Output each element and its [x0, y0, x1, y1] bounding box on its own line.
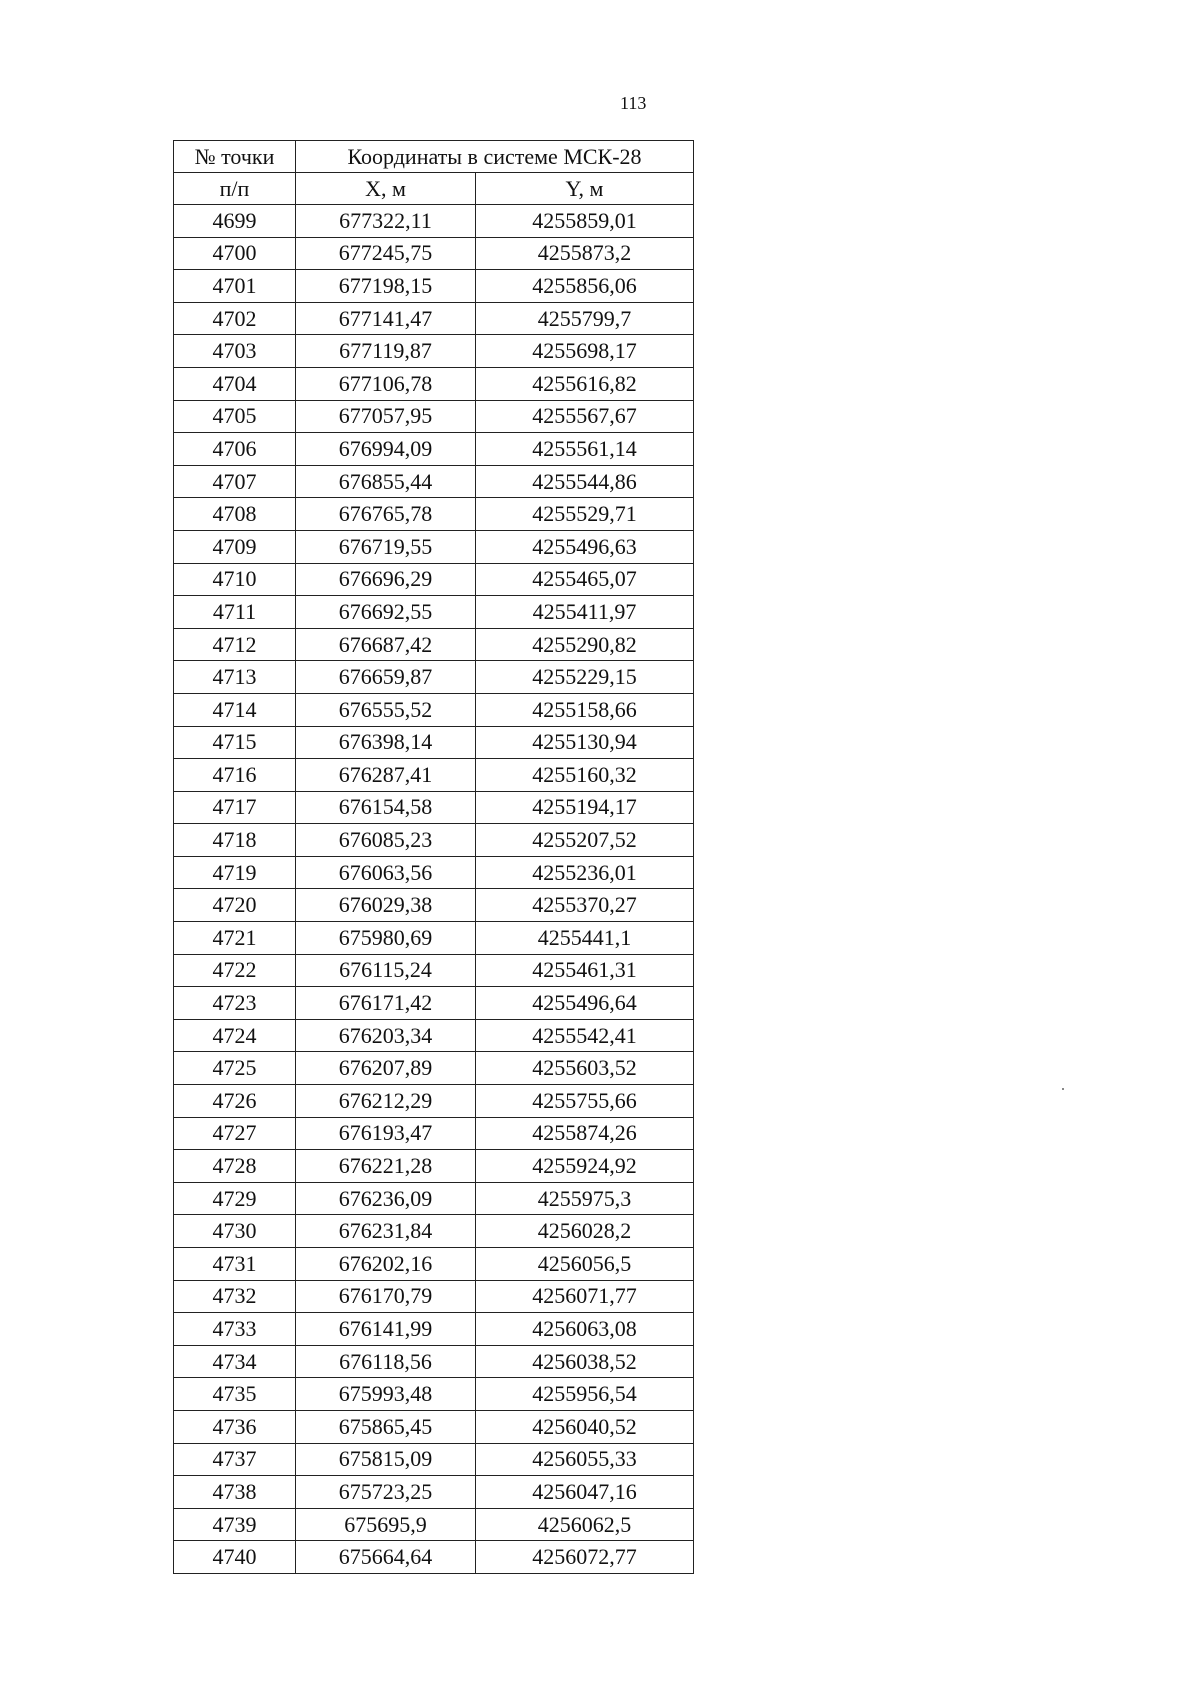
table-row — [174, 1280, 694, 1313]
table-row — [174, 1150, 694, 1183]
y-coordinate-cell: 4255859,01 — [476, 205, 694, 238]
x-coordinate-cell: 677119,87 — [296, 335, 476, 368]
y-coordinate-cell: 4255290,82 — [476, 628, 694, 661]
x-coordinate-cell: 676231,84 — [296, 1215, 476, 1248]
point-number-cell: 4725 — [174, 1052, 296, 1085]
x-coordinate-cell: 677245,75 — [296, 237, 476, 270]
table-row — [174, 1443, 694, 1476]
point-number-cell: 4724 — [174, 1019, 296, 1052]
point-number-cell: 4706 — [174, 433, 296, 466]
x-coordinate-cell: 676118,56 — [296, 1345, 476, 1378]
header-coordinates-title: Координаты в системе МСК-28 — [296, 141, 694, 173]
point-number-cell: 4716 — [174, 759, 296, 792]
y-coordinate-cell: 4255561,14 — [476, 433, 694, 466]
x-coordinate-cell: 676203,34 — [296, 1019, 476, 1052]
table-row — [174, 1541, 694, 1574]
y-coordinate-cell: 4255874,26 — [476, 1117, 694, 1150]
point-number-cell: 4729 — [174, 1182, 296, 1215]
header-point-subnumber: п/п — [174, 173, 296, 205]
table-row — [174, 889, 694, 922]
table-row — [174, 1117, 694, 1150]
y-coordinate-cell: 4255194,17 — [476, 791, 694, 824]
point-number-cell: 4700 — [174, 237, 296, 270]
y-coordinate-cell: 4255616,82 — [476, 367, 694, 400]
y-coordinate-cell: 4255461,31 — [476, 954, 694, 987]
table-row — [174, 1345, 694, 1378]
table-row — [174, 205, 694, 238]
point-number-cell: 4712 — [174, 628, 296, 661]
x-coordinate-cell: 675815,09 — [296, 1443, 476, 1476]
y-coordinate-cell: 4255496,63 — [476, 530, 694, 563]
point-number-cell: 4715 — [174, 726, 296, 759]
point-number-cell: 4730 — [174, 1215, 296, 1248]
y-coordinate-cell: 4255603,52 — [476, 1052, 694, 1085]
x-coordinate-cell: 676696,29 — [296, 563, 476, 596]
y-coordinate-cell: 4255698,17 — [476, 335, 694, 368]
x-coordinate-cell: 676063,56 — [296, 856, 476, 889]
y-coordinate-cell: 4255975,3 — [476, 1182, 694, 1215]
x-coordinate-cell: 676994,09 — [296, 433, 476, 466]
x-coordinate-cell: 676193,47 — [296, 1117, 476, 1150]
point-number-cell: 4713 — [174, 661, 296, 694]
point-number-cell: 4707 — [174, 465, 296, 498]
table-row — [174, 465, 694, 498]
point-number-cell: 4726 — [174, 1085, 296, 1118]
y-coordinate-cell: 4256047,16 — [476, 1476, 694, 1509]
point-number-cell: 4714 — [174, 693, 296, 726]
table-row — [174, 433, 694, 466]
scan-artifact-dot — [1062, 1088, 1064, 1090]
table-row — [174, 856, 694, 889]
point-number-cell: 4699 — [174, 205, 296, 238]
point-number-cell: 4704 — [174, 367, 296, 400]
point-number-cell: 4702 — [174, 302, 296, 335]
table-row — [174, 987, 694, 1020]
table-row — [174, 367, 694, 400]
y-coordinate-cell: 4256071,77 — [476, 1280, 694, 1313]
x-coordinate-cell: 676141,99 — [296, 1313, 476, 1346]
x-coordinate-cell: 675695,9 — [296, 1508, 476, 1541]
table-row — [174, 1052, 694, 1085]
y-coordinate-cell: 4256063,08 — [476, 1313, 694, 1346]
x-coordinate-cell: 676029,38 — [296, 889, 476, 922]
y-coordinate-cell: 4255567,67 — [476, 400, 694, 433]
x-coordinate-cell: 677141,47 — [296, 302, 476, 335]
x-coordinate-cell: 676202,16 — [296, 1248, 476, 1281]
y-coordinate-cell: 4255856,06 — [476, 270, 694, 303]
table-row — [174, 498, 694, 531]
table-row — [174, 1019, 694, 1052]
page-number: 113 — [620, 93, 647, 113]
y-coordinate-cell: 4255465,07 — [476, 563, 694, 596]
y-coordinate-cell: 4256062,5 — [476, 1508, 694, 1541]
table-row — [174, 1085, 694, 1118]
y-coordinate-cell: 4256072,77 — [476, 1541, 694, 1574]
x-coordinate-cell: 676659,87 — [296, 661, 476, 694]
y-coordinate-cell: 4255441,1 — [476, 922, 694, 955]
y-coordinate-cell: 4255411,97 — [476, 596, 694, 629]
y-coordinate-cell: 4255924,92 — [476, 1150, 694, 1183]
x-coordinate-cell: 676687,42 — [296, 628, 476, 661]
point-number-cell: 4736 — [174, 1410, 296, 1443]
x-coordinate-cell: 675980,69 — [296, 922, 476, 955]
y-coordinate-cell: 4255496,64 — [476, 987, 694, 1020]
y-coordinate-cell: 4255207,52 — [476, 824, 694, 857]
point-number-cell: 4734 — [174, 1345, 296, 1378]
x-coordinate-cell: 676085,23 — [296, 824, 476, 857]
x-coordinate-cell: 676236,09 — [296, 1182, 476, 1215]
header-x-column: X, м — [296, 173, 476, 205]
point-number-cell: 4738 — [174, 1476, 296, 1509]
table-row — [174, 791, 694, 824]
x-coordinate-cell: 676765,78 — [296, 498, 476, 531]
x-coordinate-cell: 675664,64 — [296, 1541, 476, 1574]
table-row — [174, 1476, 694, 1509]
point-number-cell: 4718 — [174, 824, 296, 857]
point-number-cell: 4731 — [174, 1248, 296, 1281]
point-number-cell: 4703 — [174, 335, 296, 368]
x-coordinate-cell: 676555,52 — [296, 693, 476, 726]
table-row — [174, 726, 694, 759]
x-coordinate-cell: 676398,14 — [296, 726, 476, 759]
x-coordinate-cell: 676212,29 — [296, 1085, 476, 1118]
point-number-cell: 4732 — [174, 1280, 296, 1313]
table-row — [174, 824, 694, 857]
point-number-cell: 4733 — [174, 1313, 296, 1346]
x-coordinate-cell: 675865,45 — [296, 1410, 476, 1443]
x-coordinate-cell: 676692,55 — [296, 596, 476, 629]
y-coordinate-cell: 4255755,66 — [476, 1085, 694, 1118]
point-number-cell: 4721 — [174, 922, 296, 955]
point-number-cell: 4710 — [174, 563, 296, 596]
y-coordinate-cell: 4255529,71 — [476, 498, 694, 531]
y-coordinate-cell: 4255158,66 — [476, 693, 694, 726]
point-number-cell: 4708 — [174, 498, 296, 531]
y-coordinate-cell: 4255236,01 — [476, 856, 694, 889]
x-coordinate-cell: 676170,79 — [296, 1280, 476, 1313]
table-row — [174, 237, 694, 270]
table-row — [174, 954, 694, 987]
point-number-cell: 4735 — [174, 1378, 296, 1411]
y-coordinate-cell: 4255229,15 — [476, 661, 694, 694]
x-coordinate-cell: 676221,28 — [296, 1150, 476, 1183]
point-number-cell: 4720 — [174, 889, 296, 922]
coordinates-table — [173, 140, 694, 1574]
y-coordinate-cell: 4256038,52 — [476, 1345, 694, 1378]
table-row — [174, 302, 694, 335]
table-row — [174, 335, 694, 368]
table-row — [174, 400, 694, 433]
x-coordinate-cell: 675993,48 — [296, 1378, 476, 1411]
table-row — [174, 270, 694, 303]
x-coordinate-cell: 676171,42 — [296, 987, 476, 1020]
table-row — [174, 1248, 694, 1281]
table-row — [174, 922, 694, 955]
x-coordinate-cell: 677322,11 — [296, 205, 476, 238]
y-coordinate-cell: 4255873,2 — [476, 237, 694, 270]
y-coordinate-cell: 4256056,5 — [476, 1248, 694, 1281]
table-row — [174, 530, 694, 563]
point-number-cell: 4723 — [174, 987, 296, 1020]
x-coordinate-cell: 676115,24 — [296, 954, 476, 987]
header-point-number: № точки — [174, 141, 296, 173]
y-coordinate-cell: 4255956,54 — [476, 1378, 694, 1411]
y-coordinate-cell: 4256028,2 — [476, 1215, 694, 1248]
y-coordinate-cell: 4255799,7 — [476, 302, 694, 335]
x-coordinate-cell: 676719,55 — [296, 530, 476, 563]
table-row — [174, 1182, 694, 1215]
table-row — [174, 628, 694, 661]
table-row — [174, 1378, 694, 1411]
point-number-cell: 4709 — [174, 530, 296, 563]
point-number-cell: 4705 — [174, 400, 296, 433]
y-coordinate-cell: 4255370,27 — [476, 889, 694, 922]
x-coordinate-cell: 675723,25 — [296, 1476, 476, 1509]
x-coordinate-cell: 676207,89 — [296, 1052, 476, 1085]
point-number-cell: 4740 — [174, 1541, 296, 1574]
point-number-cell: 4711 — [174, 596, 296, 629]
y-coordinate-cell: 4256055,33 — [476, 1443, 694, 1476]
table-row — [174, 759, 694, 792]
x-coordinate-cell: 676287,41 — [296, 759, 476, 792]
x-coordinate-cell: 677198,15 — [296, 270, 476, 303]
point-number-cell: 4717 — [174, 791, 296, 824]
table-row — [174, 661, 694, 694]
point-number-cell: 4737 — [174, 1443, 296, 1476]
y-coordinate-cell: 4255160,32 — [476, 759, 694, 792]
table-row — [174, 1215, 694, 1248]
header-y-column: Y, м — [476, 173, 694, 205]
y-coordinate-cell: 4255130,94 — [476, 726, 694, 759]
y-coordinate-cell: 4255544,86 — [476, 465, 694, 498]
point-number-cell: 4722 — [174, 954, 296, 987]
table-row — [174, 596, 694, 629]
x-coordinate-cell: 677057,95 — [296, 400, 476, 433]
point-number-cell: 4701 — [174, 270, 296, 303]
table-row — [174, 1508, 694, 1541]
point-number-cell: 4739 — [174, 1508, 296, 1541]
y-coordinate-cell: 4256040,52 — [476, 1410, 694, 1443]
x-coordinate-cell: 677106,78 — [296, 367, 476, 400]
y-coordinate-cell: 4255542,41 — [476, 1019, 694, 1052]
table-row — [174, 1410, 694, 1443]
x-coordinate-cell: 676154,58 — [296, 791, 476, 824]
point-number-cell: 4719 — [174, 856, 296, 889]
table-row — [174, 693, 694, 726]
point-number-cell: 4727 — [174, 1117, 296, 1150]
table-row — [174, 563, 694, 596]
table-row — [174, 1313, 694, 1346]
table-body — [174, 205, 694, 1574]
x-coordinate-cell: 676855,44 — [296, 465, 476, 498]
point-number-cell: 4728 — [174, 1150, 296, 1183]
